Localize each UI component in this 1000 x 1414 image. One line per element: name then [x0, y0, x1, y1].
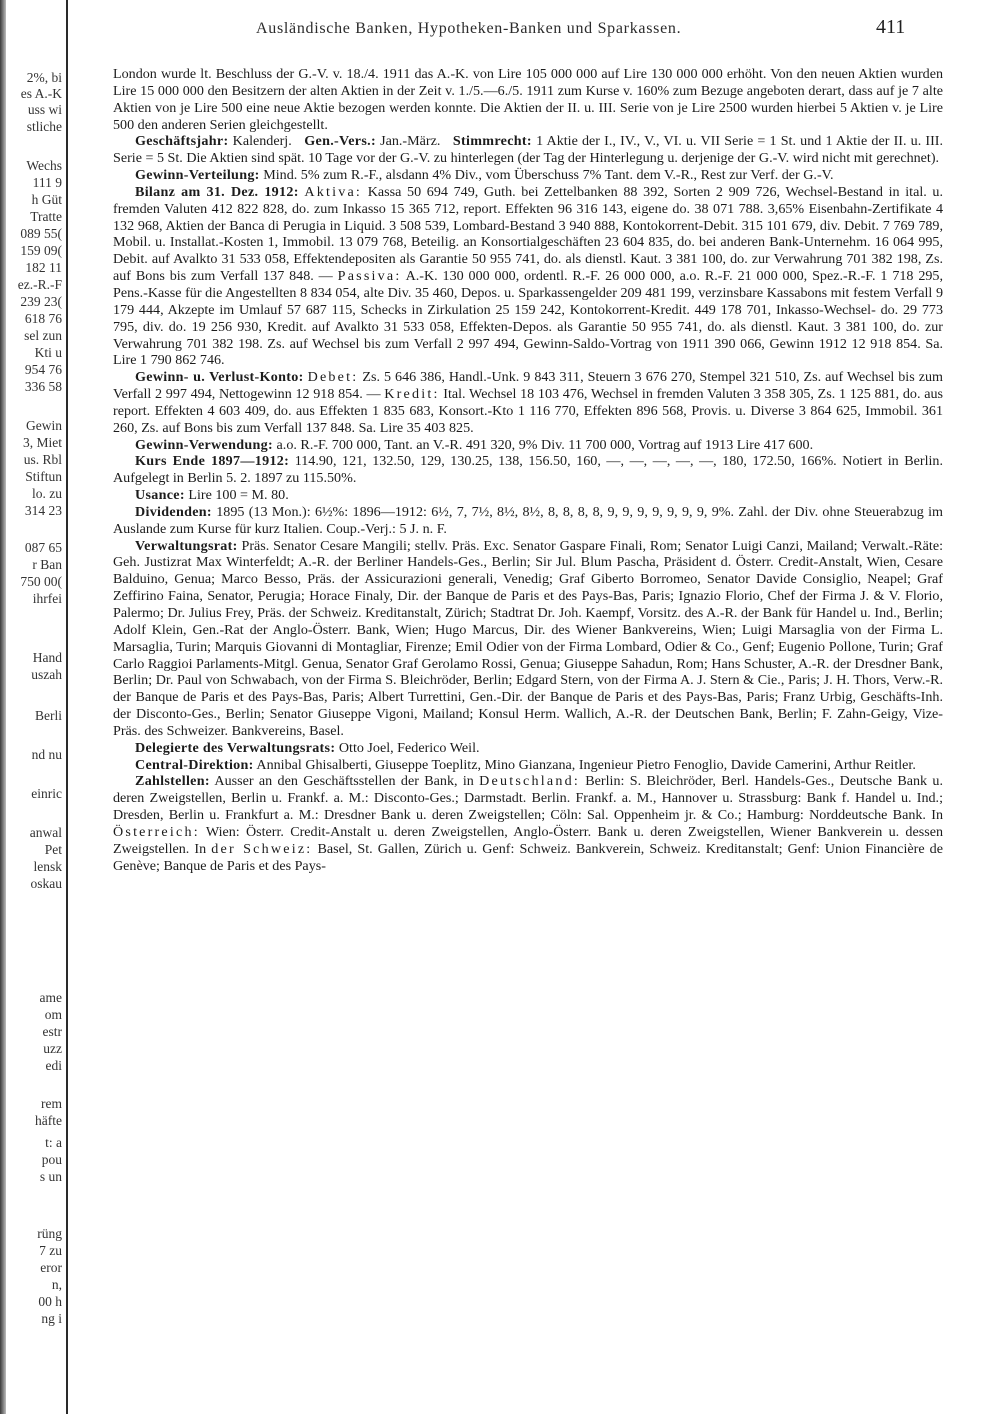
- gutter-fragment: lo. zu: [32, 486, 62, 501]
- paragraph-text: Zs. 5 646 386, Handl.-Unk. 9 843 311, Steuern 3 676 270, Stempel 321 510, Zs. auf Wechsel bis zum Verfall 2 997 494, Nettogewinn 12 918 854. —: [113, 369, 943, 403]
- gutter-fragment: anwal: [29, 825, 62, 840]
- section-label: Verwaltungsrat:: [135, 537, 238, 554]
- gutter-fragment: eror: [40, 1260, 62, 1275]
- gutter-fragment: es A.-K: [20, 86, 62, 101]
- section-label: Gewinn- u. Verlust-Konto:: [135, 369, 304, 386]
- paragraph-text: Jan.-März.: [380, 133, 441, 150]
- gutter-fragment: ng i: [41, 1311, 62, 1326]
- section-label: Geschäftsjahr:: [135, 133, 229, 150]
- spaced-label: Debet:: [307, 369, 359, 386]
- gutter-fragment: 111 9: [32, 175, 62, 190]
- gutter-fragment: nd nu: [31, 747, 62, 762]
- paragraph-text: Annibal Ghisalberti, Giuseppe Toeplitz, Mino Gianzana, Ingenieur Pietro Fenoglio, Davide Camerini, Arthur Reitler.: [256, 756, 916, 773]
- paragraph-text: Kassa 50 694 749, Guth. bei Zettelbanken 88 392, Sorten 2 909 726, Wechsel-Bestand in ital. u. fremden Valuten 412 822 828, do. zum Inkasso 15 365 712, report. Effekten 96 316 143, eigene do. 38 071 788. 3,65% Eisenbahn-Zertifikate 4 132 968, Aktien der Banca di Perugia in Liquid. 3 508 539, Lombard-Bestand 3 940 888, Kontokorrent-Debit. 315 101 679, div. Debit. 7 769 789, Mobil. u. Installat.-Kosten 1, Immobil. 13 079 768, Beteilig. an Konsortialgeschäften 23 604 835, do. bei anderen Bank-Unternehm. 16 064 995, Debit. auf Avalkto 31 533 058, Effektendepositen als Garantie 50 955 741, do. als dienstl. Kaut. 3 381 100, do. zur Verwahrung 701 382 198, Zs. auf Bons bis zum Verfall 137 848. —: [113, 183, 944, 285]
- gutter-fragment: us. Rbl: [23, 452, 62, 467]
- paragraph-text: Mind. 5% zum R.-F., alsdann 4% Div., vom Überschuss 7% Tant. dem V.-R., Rest zur Verf. der G.-V.: [263, 167, 834, 184]
- gutter-fragment: ame: [39, 990, 62, 1005]
- paragraph-gewinn-verlust: [113, 369, 943, 436]
- spaced-label: Deutschland:: [479, 773, 580, 790]
- gutter-fragment: 182 11: [25, 260, 62, 275]
- paragraph-text: A.-K. 130 000 000, ordentl. R.-F. 26 000 000, a.o. R.-F. 21 000 000, Spez.-R.-F. 1 718 295, Pens.-Kasse für die Angestellten 8 834 054, alte Div. 35 460, Depos. u. Sparkassengelder 209 481 199, verzinsbare Kassabons mit festem Verfall 9 179 444, Akzepte im Umlauf 57 687 115, Schecks in Zirkulation 25 159 242, Kontokorrent-Kredit. 449 178 701, Inkasso-Wechsel- do. 29 773 795, div. do. 19 256 930, Kredit. auf Avalkto 31 533 058, Effekten-Depos. als Garantie 50 955 741, do. als dienstl. Kaut. 3 381 100, do. zur Verwahrung 701 382 198. Zs. auf Wechsel bis zum Verfall 2 997 494, Gewinn-Saldo-Vortrag von 1911 390 066, Gewinn 1912 12 918 854. Sa. Lire 1 790 862 746.: [113, 268, 944, 369]
- gutter-fragment: rüng: [37, 1226, 62, 1241]
- section-label: Central-Direktion:: [135, 756, 254, 773]
- main-text-column: [113, 66, 943, 875]
- gutter-fragment: ihrfei: [32, 591, 62, 606]
- paragraph-usance: [113, 487, 943, 504]
- page-number: 411: [876, 16, 906, 38]
- gutter-fragment: uzz: [43, 1041, 62, 1056]
- spaced-label: der Schweiz:: [211, 840, 313, 857]
- running-title: Ausländische Banken, Hypotheken-Banken und Sparkassen.: [256, 20, 682, 37]
- paragraph-bilanz: [113, 184, 943, 369]
- gutter-fragment: einric: [31, 786, 62, 801]
- gutter-fragment: sel zun: [24, 328, 62, 343]
- section-label: Usance:: [135, 487, 185, 504]
- gutter-fragment: uss wi: [27, 102, 62, 117]
- spaced-label: Passiva:: [337, 268, 402, 285]
- gutter-fragment: Gewin: [26, 418, 62, 433]
- section-label: Stimmrecht:: [452, 133, 532, 150]
- gutter-fragment: Pet: [44, 842, 62, 857]
- section-label: Zahlstellen:: [135, 773, 210, 790]
- gutter-fragment: s un: [39, 1169, 62, 1184]
- gutter-fragment: 954 76: [24, 362, 62, 377]
- gutter-fragment: edi: [45, 1058, 62, 1073]
- paragraph-text: a.o. R.-F. 700 000, Tant. an V.-R. 491 320, 9% Div. 11 700 000, Vortrag auf 1913 Lire 417 600.: [276, 436, 814, 453]
- paragraph-text: Berlin: S. Bleichröder, Berl. Handels-Ges., Deutsche Bank u. deren Zweigstellen, Berlin u. Frankf. a. M.: Disconto-Ges.; Darmstadt. Berlin. Frankf. a. M., Hannover u. Strassburg: Bank f. Handel u. Ind.; Dresden, Berlin u. Frankfurt a. M.: Dresdner Bank u. deren Zweigstellen; Cöln: Sal. Oppenheim jr. & Co.; Hamburg: Norddeutsche Bank. In: [113, 773, 944, 824]
- gutter-fragment: 239 23(: [20, 294, 62, 309]
- gutter-fragment: 159 09(: [20, 243, 62, 258]
- gutter-fragment: häfte: [35, 1113, 62, 1128]
- paragraph-text: Präs. Senator Cesare Mangili; stellv. Präs. Exc. Senator Gaspare Finali, Rom; Senator Luigi Canzi, Mailand; Verwalt.-Räte: Geh. Justizrat Max Winterfeldt; A.-R. der Berliner Handels-Ges., Berlin; Sir Jul. Blum Pascha, Präsident d. Österr. Credit-Anstalt, Wien, Cesare Balduino, Genua; Marco Besso, Präs. der Assicurazioni generali, Venedig; Graf Giberto Borromeo, Senator Davide Consiglio, Neapel; Graf Zeffirino Faina, Senator, Perugia; Horace Finaly, Dir. der Banque de Paris et des Pays-Bas, Paris; Ignazio Florio, Chef der Firma J. & V. Florio, Palermo; Dr. Julius Frey, Präs. der Schweiz. Kreditanstalt, Zürich; Stadtrat Dr. Joh. Kaempf, Vorsitz. des A.-R. der Bank für Handel u. Ind., Berlin; Adolf Klein, Gen.-Rat der Anglo-Österr. Bank, Wien; Hugo Marcus, Dir. des Wiener Bankvereins, Wien; Luigi Marsaglia von der Firma L. Marsaglia, Turin; Marquis Giovanni di Montagliar, Firenze; Emil Odier von der Firma Lombard, Odier & Co., Genf; Eugenio Pollone, Turin; Graf Carlo Raggioi Parlaments-Mitgl. Genua, Senator Graf Gerolamo Rossi, Genua; Giuseppe Sahadun, Rom; Hans Schuster, A.-R. der Dresdner Bank, Berlin; Dr. Paul von Schwabach, von der Firma S. Bleichröder, Berlin; Edgard Stern, von der Firma A. J. Stern & Cie., Paris; J. H. Thors, Verw.-R. der Banque de Paris et des Pays-Bas, Paris; Albert Turrettini, Gen.-Dir. der Banque de Paris et des Pays-Bas, Paris; Franz Urbig, Geschäfts-Inh. der Disconto-Ges., Berlin; Senator Giuseppe Vigoni, Mailand; Konsul Herm. Wallich, A.-R. der Deutschen Bank, Berlin; F. Zahn-Geigy, Vize-Präs. des Schweizer. Bankvereins, Basel.: [113, 537, 943, 739]
- gutter-fragment: om: [44, 1007, 62, 1022]
- gutter-fragment: 2%, bi: [26, 70, 62, 85]
- paragraph-text: Wien: Österr. Credit-Anstalt u. deren Zweigstellen, Anglo-Österr. Bank u. deren Zweigstellen, Wiener Bankverein u. dessen Zweigstellen. In: [113, 823, 943, 857]
- paragraph-dividenden: [113, 504, 943, 538]
- gutter-fragment: Tratte: [30, 209, 62, 224]
- gutter-fragment: Hand: [32, 650, 62, 665]
- paragraph-text: Ital. Wechsel 18 103 476, Wechsel in fremden Valuten 3 358 305, Zs. 1 125 881, do. aus report. Effekten 4 603 409, do. aus Effekten 1 835 683, Konsort.-Kto 1 116 770, Effekten 896 568, Provis. u. Diverse 3 864 625, Immobil. 361 260, Zs. auf Bons bis zum Verfall 137 848. Sa. Lire 35 403 825.: [113, 386, 943, 436]
- gutter-fragment: Berli: [35, 708, 62, 723]
- gutter-fragment: h Güt: [31, 192, 62, 207]
- gutter-fragment: uszah: [31, 667, 62, 682]
- section-label: Delegierte des Verwaltungsrats:: [135, 739, 336, 756]
- section-label: Kurs Ende 1897—1912:: [135, 453, 290, 470]
- paragraph-text: Lire 100 = M. 80.: [188, 487, 289, 504]
- paragraph-zahlstellen: [113, 773, 943, 874]
- gutter-fragment: lensk: [33, 859, 62, 874]
- spaced-label: Aktiva:: [304, 183, 363, 200]
- paragraph-text: Otto Joel, Federico Weil.: [338, 739, 480, 756]
- gutter-fragment: 7 zu: [39, 1243, 62, 1258]
- section-label: Dividenden:: [135, 503, 212, 520]
- gutter-fragment: 336 58: [24, 379, 62, 394]
- spaced-label: Kredit:: [384, 386, 440, 403]
- gutter-fragment: 750 00(: [20, 574, 62, 589]
- paragraph-kurs: [113, 453, 943, 487]
- gutter-fragment: 618 76: [24, 311, 62, 326]
- gutter-fragment: 087 65: [24, 540, 62, 555]
- paragraph-text: 1 Aktie der I., IV., V., VI. u. VII Serie = 1 St. und 1 Aktie der II. u. III. Serie = 5 St. Die Aktien sind spät. 10 Tage vor der G.-V. zu hinterlegen (der Tag der Hinterlegung u. derjenige der G.-V. wird nicht mit gerechnet).: [113, 133, 944, 167]
- gutter-rule: [66, 0, 68, 1414]
- gutter-fragment: t: a: [45, 1135, 62, 1150]
- gutter-fragment: 3, Miet: [23, 435, 62, 450]
- gutter-fragment: Wechs: [26, 158, 62, 173]
- paragraph-central-direktion: [113, 757, 943, 774]
- paragraph-text: 114.90, 121, 132.50, 129, 130.25, 138, 156.50, 160, —, —, —, —, —, 180, 172.50, 166%. Notiert in Berlin. Aufgelegt in Berlin 5. 2. 1897 zu 115.50%.: [113, 453, 944, 487]
- gutter-fragment: r Ban: [32, 557, 62, 572]
- paragraph-delegierte: [113, 740, 943, 757]
- spaced-label: Österreich:: [113, 823, 200, 840]
- paragraph-verwaltungsrat: [113, 538, 943, 740]
- paragraph-geschaeftsjahr: [113, 133, 943, 167]
- paragraph-gewinn-verteilung: [113, 167, 943, 184]
- paragraph-text: Kalenderj.: [232, 133, 292, 150]
- gutter-fragment: 314 23: [24, 503, 62, 518]
- gutter-fragment: 00 h: [38, 1294, 62, 1309]
- paragraph-text: London wurde lt. Beschluss der G.-V. v. 18./4. 1911 das A.-K. von Lire 105 000 000 auf Lire 130 000 000 erhöht. Von den neuen Aktien wurden Lire 15 000 000 den Besitzern der alten Aktien in der Zeit v. 1./5.—6./5. 1911 zum Kurse v. 160% zum Bezuge angeboten derart, dass auf je 7 alte Aktien von je Lire 500 eine neue Aktie bezogen werden konnte. Die Aktien der II. u. III. Serie von je Lire 2500 wurden hierbei 5 Aktien v. je Lire 500 den anderen Serien gleichgestellt.: [113, 66, 943, 133]
- gutter-fragment: pou: [41, 1152, 62, 1167]
- left-margin-gutter: [0, 0, 68, 1414]
- paragraph-capital-increase: [113, 66, 943, 133]
- paragraph-text: 1895 (13 Mon.): 6½%: 1896—1912: 6½, 7, 7½, 8½, 8½, 8, 8, 8, 8, 9, 9, 9, 9, 9, 9, 9, 9%. Zahl. der Div. ohne Steuerabzug im Auslande zum Kurse für kurz Italien. Coup.-Verj.: 5 J. n. F.: [113, 503, 944, 537]
- gutter-fragment: 089 55(: [20, 226, 62, 241]
- section-label: Gewinn-Verteilung:: [135, 167, 260, 184]
- section-label: Bilanz am 31. Dez. 1912:: [135, 183, 299, 200]
- paragraph-gewinn-verwendung: [113, 437, 943, 454]
- paragraph-text: Basel, St. Gallen, Zürich u. Genf: Schweiz. Bankverein, Schweiz. Kreditanstalt; Genf: Union Financière de Genève; Banque de Paris et des Pays-: [113, 840, 943, 874]
- gutter-fragment: oskau: [30, 876, 62, 891]
- scan-edge-shadow: [0, 0, 6, 1414]
- gutter-fragment: Stiftun: [25, 469, 62, 484]
- section-label: Gen.-Vers.:: [304, 133, 376, 150]
- gutter-fragment: ez.-R.-F: [17, 277, 62, 292]
- section-label: Gewinn-Verwendung:: [135, 436, 274, 453]
- gutter-fragment: Kti u: [34, 345, 62, 360]
- gutter-fragment: n,: [51, 1277, 62, 1292]
- gutter-fragment: estr: [42, 1024, 62, 1039]
- gutter-fragment: stliche: [26, 119, 62, 134]
- paragraph-text: Ausser an den Geschäftsstellen der Bank, in: [214, 773, 474, 790]
- gutter-fragment: rem: [41, 1096, 62, 1111]
